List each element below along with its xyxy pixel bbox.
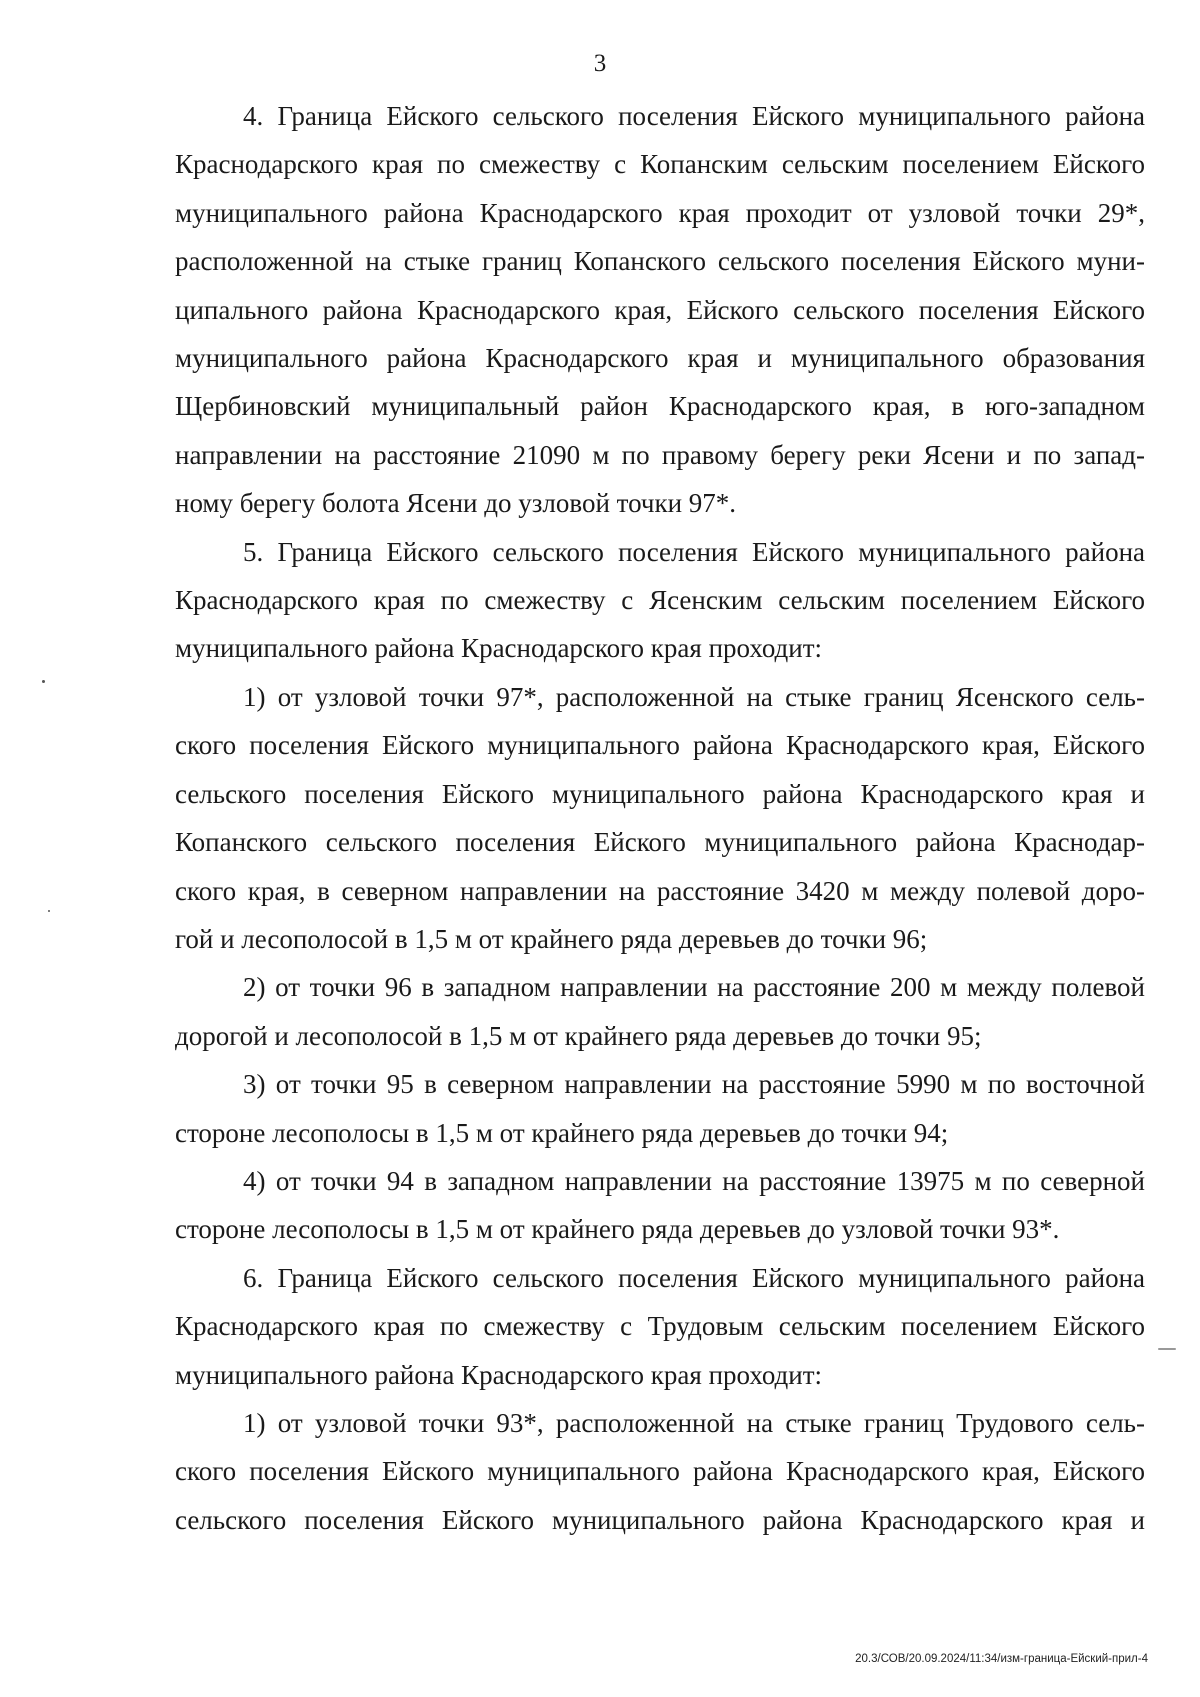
text-line: гой и лесополосой в 1,5 м от крайнего ряда деревьев до точки 96; [175,923,928,954]
scan-speck [48,910,50,912]
paragraph-6-item-1 [175,1399,1145,1544]
text-line: стороне лесополосы в 1,5 м от крайнего ряда деревьев до узловой точки 93*. [175,1214,1060,1245]
text-line: стороне лесополосы в 1,5 м от крайнего ряда деревьев до точки 94; [175,1117,949,1148]
text-line: 4) от точки 94 в западном направлении на расстояние 13975 м по северной [243,1165,1145,1196]
text-line: ципального района Краснодарского края, Ейского сельского поселения Ейского [175,294,1145,325]
text-line: Краснодарского края по смежеству с Трудовым сельским поселением Ейского [175,1311,1145,1342]
text-line: Щербиновский муниципальный район Краснодарского края, в юго-западном [175,391,1145,422]
paragraph-5 [175,528,1145,673]
paragraph-5-item-3 [175,1060,1145,1157]
text-line: сельского поселения Ейского муниципального района Краснодарского края и [175,1504,1145,1535]
text-line: муниципального района Краснодарского края и муниципального образования [175,343,1145,374]
text-line: направлении на расстояние 21090 м по правому берегу реки Ясени и по запад- [175,439,1145,470]
text-line: 4. Граница Ейского сельского поселения Ейского муниципального района [243,101,1145,131]
text-line: дорогой и лесополосой в 1,5 м от крайнего ряда деревьев до точки 95; [175,1020,982,1051]
paragraph-5-item-1 [175,673,1145,963]
scan-speck [42,680,45,683]
text-line: ского поселения Ейского муниципального района Краснодарского края, Ейского [175,730,1145,761]
text-line: ному берегу болота Ясени до узловой точки 97*. [175,488,737,519]
text-line: муниципального района Краснодарского края проходит: [175,1359,823,1390]
paragraph-4 [175,92,1145,528]
text-line: 5. Граница Ейского сельского поселения Ейского муниципального района [243,536,1145,567]
text-line: 1) от узловой точки 97*, расположенной на стыке границ Ясенского сель- [243,681,1145,712]
text-line: Краснодарского края по смежеству с Копанским сельским поселением Ейского [175,149,1145,180]
paragraph-5-item-2 [175,963,1145,1060]
text-line: расположенной на стыке границ Копанского сельского поселения Ейского муни- [175,246,1145,277]
document-footer-code: 20.3/СОВ/20.09.2024/11:34/изм-граница-Ейский-прил-4 [855,1653,1148,1665]
text-line: 2) от точки 96 в западном направлении на расстояние 200 м между полевой [243,972,1145,1003]
text-line: Краснодарского края по смежеству с Ясенским сельским поселением Ейского [175,585,1145,616]
scan-speck [1158,1348,1176,1350]
paragraph-6 [175,1254,1145,1399]
text-line: 1) от узловой точки 93*, расположенной на стыке границ Трудового сель- [243,1407,1145,1438]
text-line: 3) от точки 95 в северном направлении на расстояние 5990 м по восточной [243,1069,1145,1100]
text-line: ского поселения Ейского муниципального района Краснодарского края, Ейского [175,1456,1145,1487]
text-line: сельского поселения Ейского муниципального района Краснодарского края и [175,778,1145,809]
text-line: ского края, в северном направлении на расстояние 3420 м между полевой доро- [175,875,1145,906]
text-line: 6. Граница Ейского сельского поселения Ейского муниципального района [243,1262,1145,1293]
document-body [175,92,1145,1544]
page-number: 3 [593,50,607,77]
text-line: муниципального района Краснодарского края проходит: [175,633,823,664]
text-line: Копанского сельского поселения Ейского муниципального района Краснодар- [175,827,1145,858]
text-line: муниципального района Краснодарского края проходит от узловой точки 29*, [175,197,1145,228]
paragraph-5-item-4 [175,1157,1145,1254]
